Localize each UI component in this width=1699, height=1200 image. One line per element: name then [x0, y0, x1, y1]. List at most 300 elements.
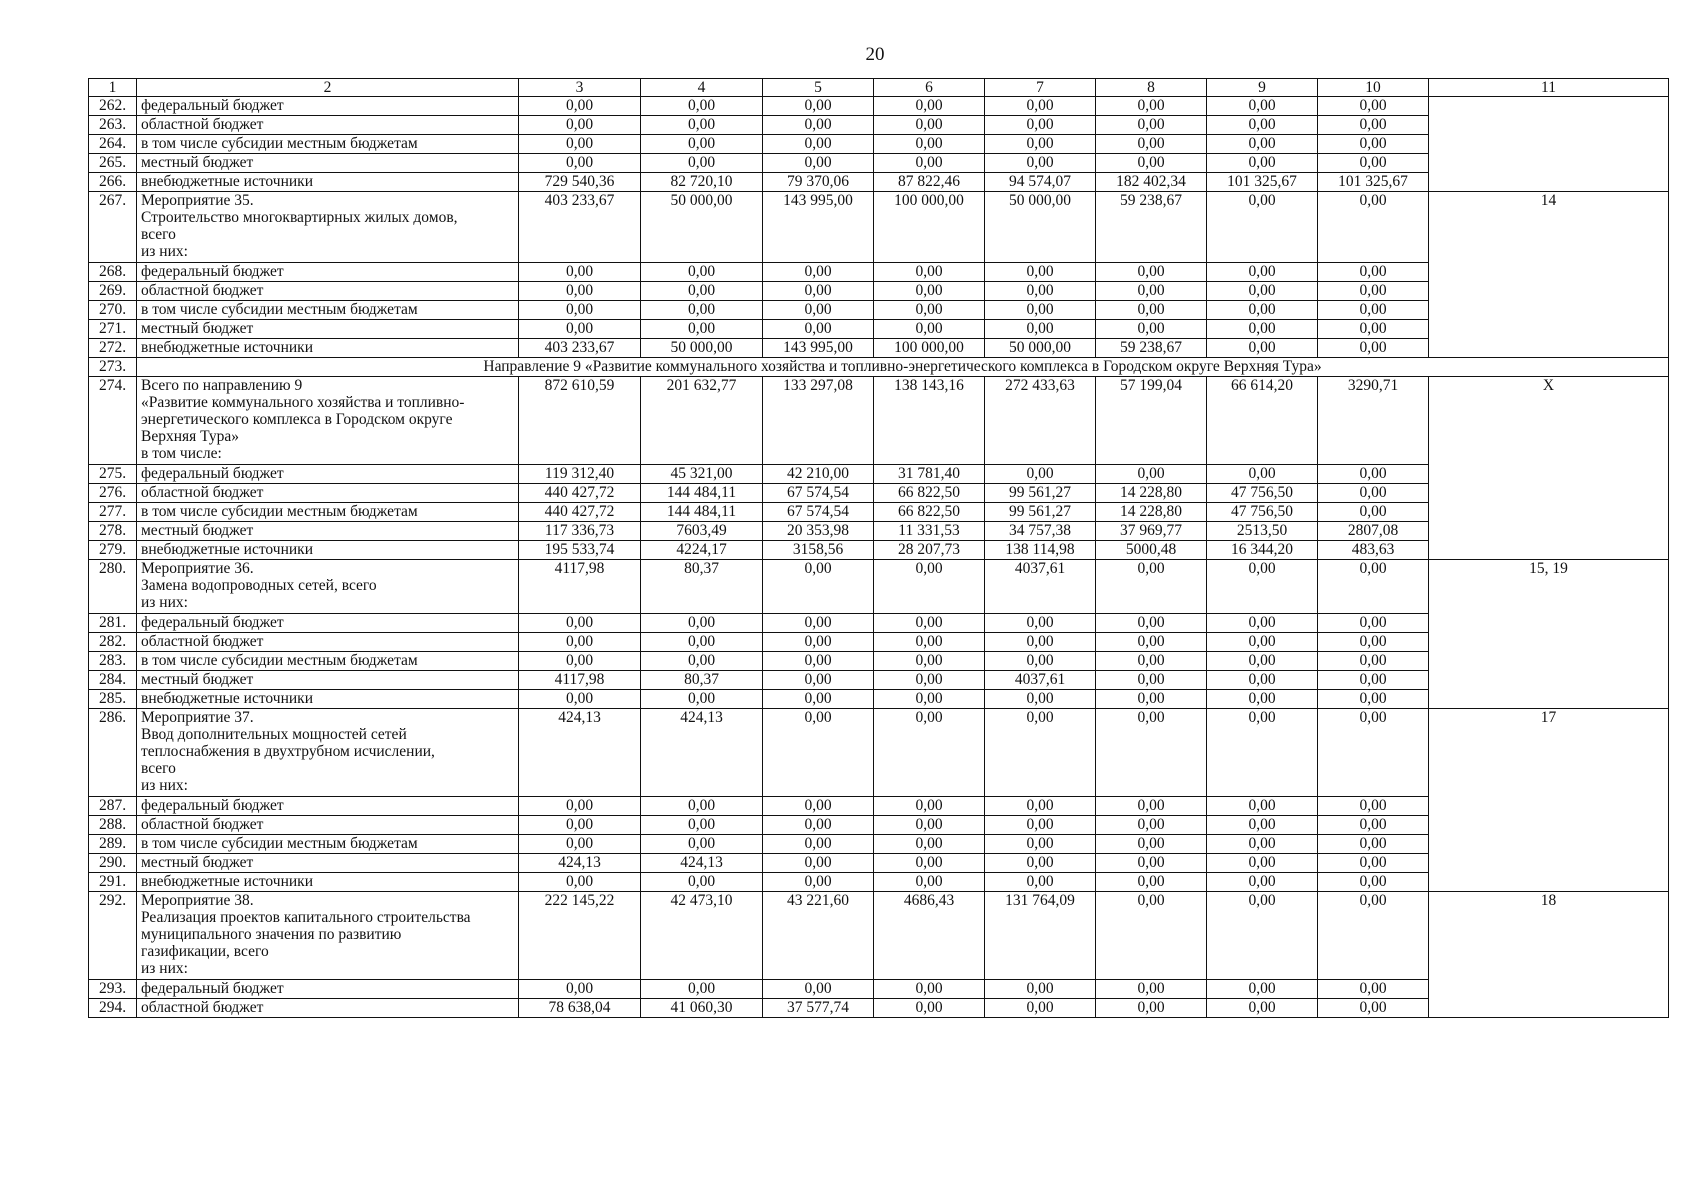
amount-cell: 0,00 [1207, 116, 1318, 135]
description-line: Мероприятие 36. [141, 560, 254, 577]
amount-cell: 67 574,54 [763, 484, 874, 503]
amount-cell: 424,13 [519, 709, 641, 797]
description-line: в том числе субсидии местным бюджетам [141, 503, 418, 520]
amount-cell: 0,00 [763, 560, 874, 614]
amount-cell: 4224,17 [641, 541, 763, 560]
row-description [137, 192, 519, 263]
row-description [137, 282, 519, 301]
description-line: муниципального значения по развитию [141, 926, 402, 943]
amount-cell: 34 757,38 [985, 522, 1096, 541]
amount-cell: 0,00 [1096, 135, 1207, 154]
row-description [137, 135, 519, 154]
description-line: всего [141, 226, 176, 243]
description-line: Мероприятие 38. [141, 892, 254, 909]
description-line: местный бюджет [141, 671, 254, 688]
amount-cell: 0,00 [1096, 671, 1207, 690]
description-line: местный бюджет [141, 154, 254, 171]
amount-cell: 0,00 [519, 301, 641, 320]
amount-cell: 0,00 [1096, 116, 1207, 135]
amount-cell: 0,00 [1207, 835, 1318, 854]
page-number: 20 [865, 44, 885, 65]
amount-cell: 0,00 [519, 116, 641, 135]
amount-cell: 31 781,40 [874, 465, 985, 484]
amount-cell: 0,00 [1207, 797, 1318, 816]
amount-cell: 0,00 [874, 652, 985, 671]
amount-cell: 0,00 [1207, 154, 1318, 173]
row-number: 266. [89, 173, 137, 192]
row-description [137, 377, 519, 465]
description-line: внебюджетные источники [141, 541, 313, 558]
row-number: 282. [89, 633, 137, 652]
amount-cell: 4686,43 [874, 892, 985, 980]
amount-cell: 0,00 [641, 116, 763, 135]
amount-cell: 0,00 [641, 154, 763, 173]
amount-cell: 0,00 [519, 614, 641, 633]
amount-cell: 0,00 [1318, 652, 1429, 671]
amount-cell: 0,00 [1096, 282, 1207, 301]
amount-cell: 0,00 [874, 301, 985, 320]
amount-cell: 0,00 [874, 116, 985, 135]
amount-cell: 0,00 [985, 465, 1096, 484]
amount-cell: 144 484,11 [641, 484, 763, 503]
amount-cell: 0,00 [1207, 301, 1318, 320]
description-line: федеральный бюджет [141, 465, 284, 482]
amount-cell: 0,00 [1096, 320, 1207, 339]
amount-cell: 0,00 [1096, 892, 1207, 980]
amount-cell: 0,00 [641, 135, 763, 154]
amount-cell: 0,00 [763, 154, 874, 173]
row-description [137, 690, 519, 709]
amount-cell: 0,00 [1318, 282, 1429, 301]
amount-cell: 0,00 [1207, 873, 1318, 892]
amount-cell: 0,00 [1207, 854, 1318, 873]
amount-cell: 3290,71 [1318, 377, 1429, 465]
amount-cell: 0,00 [874, 999, 985, 1018]
amount-cell: 440 427,72 [519, 503, 641, 522]
amount-cell: 0,00 [763, 816, 874, 835]
amount-cell: 0,00 [874, 135, 985, 154]
amount-cell: 0,00 [874, 709, 985, 797]
row-description [137, 652, 519, 671]
description-line: областной бюджет [141, 116, 264, 133]
amount-cell: 87 822,46 [874, 173, 985, 192]
table-row [89, 192, 1669, 263]
amount-cell: 0,00 [1096, 999, 1207, 1018]
amount-cell: 143 995,00 [763, 339, 874, 358]
amount-cell: 0,00 [985, 652, 1096, 671]
description-line: федеральный бюджет [141, 980, 284, 997]
row-number: 280. [89, 560, 137, 614]
column-header: 3 [519, 79, 641, 97]
amount-cell: 0,00 [763, 282, 874, 301]
row-number: 277. [89, 503, 137, 522]
amount-cell: 0,00 [874, 97, 985, 116]
amount-cell: 0,00 [874, 614, 985, 633]
amount-cell: 59 238,67 [1096, 339, 1207, 358]
description-line: в том числе субсидии местным бюджетам [141, 135, 418, 152]
amount-cell: 0,00 [519, 263, 641, 282]
amount-cell: 100 000,00 [874, 192, 985, 263]
column-header: 7 [985, 79, 1096, 97]
amount-cell: 0,00 [1207, 192, 1318, 263]
column-number-header-row [89, 79, 1669, 97]
row-number: 290. [89, 854, 137, 873]
amount-cell: 0,00 [641, 873, 763, 892]
amount-cell: 42 210,00 [763, 465, 874, 484]
amount-cell: 0,00 [1318, 339, 1429, 358]
amount-cell: 0,00 [1207, 263, 1318, 282]
amount-cell: 0,00 [1207, 339, 1318, 358]
amount-cell: 2513,50 [1207, 522, 1318, 541]
amount-cell: 45 321,00 [641, 465, 763, 484]
amount-cell: 0,00 [641, 282, 763, 301]
amount-cell: 16 344,20 [1207, 541, 1318, 560]
amount-cell: 424,13 [519, 854, 641, 873]
description-line: из них: [141, 594, 188, 611]
column-header: 6 [874, 79, 985, 97]
amount-cell: 872 610,59 [519, 377, 641, 465]
column-header: 10 [1318, 79, 1429, 97]
table-row [89, 377, 1669, 465]
column-header: 5 [763, 79, 874, 97]
amount-cell: 0,00 [763, 835, 874, 854]
description-line: из них: [141, 960, 188, 977]
row-number: 281. [89, 614, 137, 633]
amount-cell: 37 969,77 [1096, 522, 1207, 541]
amount-cell: 0,00 [874, 873, 985, 892]
row-description [137, 484, 519, 503]
amount-cell: 0,00 [985, 816, 1096, 835]
amount-cell: 50 000,00 [985, 192, 1096, 263]
amount-cell: 0,00 [641, 263, 763, 282]
amount-cell: 0,00 [1318, 301, 1429, 320]
amount-cell: 0,00 [763, 263, 874, 282]
amount-cell: 0,00 [641, 614, 763, 633]
amount-cell: 0,00 [1207, 652, 1318, 671]
amount-cell: 0,00 [1318, 854, 1429, 873]
amount-cell: 0,00 [1096, 690, 1207, 709]
amount-cell: 0,00 [985, 690, 1096, 709]
table-row [89, 560, 1669, 614]
amount-cell: 0,00 [1096, 652, 1207, 671]
description-line: Верхняя Тура» [141, 428, 239, 445]
column-header: 9 [1207, 79, 1318, 97]
column-header: 11 [1429, 79, 1669, 97]
amount-cell: 0,00 [1096, 301, 1207, 320]
amount-cell: 0,00 [763, 301, 874, 320]
amount-cell: 0,00 [1096, 709, 1207, 797]
description-line: внебюджетные источники [141, 690, 313, 707]
row-number: 285. [89, 690, 137, 709]
description-line: местный бюджет [141, 854, 254, 871]
amount-cell: 99 561,27 [985, 503, 1096, 522]
description-line: местный бюджет [141, 522, 254, 539]
row-number: 292. [89, 892, 137, 980]
amount-cell: 0,00 [1318, 263, 1429, 282]
amount-cell: 0,00 [985, 999, 1096, 1018]
table-row [89, 709, 1669, 797]
amount-cell: 272 433,63 [985, 377, 1096, 465]
amount-cell: 0,00 [985, 614, 1096, 633]
amount-cell: 0,00 [1318, 614, 1429, 633]
description-line: областной бюджет [141, 633, 264, 650]
row-description [137, 97, 519, 116]
amount-cell: 0,00 [874, 154, 985, 173]
amount-cell: 14 228,80 [1096, 484, 1207, 503]
amount-cell: 0,00 [641, 301, 763, 320]
amount-cell: 0,00 [519, 320, 641, 339]
amount-cell: 131 764,09 [985, 892, 1096, 980]
amount-cell: 0,00 [985, 633, 1096, 652]
row-description [137, 263, 519, 282]
description-line: Мероприятие 37. [141, 709, 254, 726]
amount-cell: 119 312,40 [519, 465, 641, 484]
row-description [137, 709, 519, 797]
amount-cell: 80,37 [641, 671, 763, 690]
amount-cell: 0,00 [641, 320, 763, 339]
amount-cell: 0,00 [985, 301, 1096, 320]
amount-cell: 0,00 [1207, 980, 1318, 999]
amount-cell: 50 000,00 [985, 339, 1096, 358]
amount-cell: 403 233,67 [519, 192, 641, 263]
amount-cell: 0,00 [1096, 154, 1207, 173]
amount-cell: 0,00 [985, 320, 1096, 339]
amount-cell: 0,00 [641, 690, 763, 709]
amount-cell: 0,00 [1096, 633, 1207, 652]
amount-cell: 0,00 [763, 797, 874, 816]
amount-cell: 0,00 [763, 873, 874, 892]
amount-cell: 0,00 [641, 980, 763, 999]
amount-cell: 222 145,22 [519, 892, 641, 980]
amount-cell: 0,00 [1318, 192, 1429, 263]
description-line: областной бюджет [141, 484, 264, 501]
amount-cell: 133 297,08 [763, 377, 874, 465]
amount-cell: 0,00 [763, 980, 874, 999]
amount-cell: 0,00 [985, 282, 1096, 301]
amount-cell: 483,63 [1318, 541, 1429, 560]
description-line: областной бюджет [141, 999, 264, 1016]
row-number: 278. [89, 522, 137, 541]
amount-cell: 0,00 [519, 873, 641, 892]
row-number: 269. [89, 282, 137, 301]
amount-cell: 0,00 [874, 282, 985, 301]
amount-cell: 4037,61 [985, 560, 1096, 614]
description-line: федеральный бюджет [141, 97, 284, 114]
amount-cell: 0,00 [874, 560, 985, 614]
column-header: 8 [1096, 79, 1207, 97]
column-header: 1 [89, 79, 137, 97]
amount-cell: 0,00 [985, 154, 1096, 173]
amount-cell: 0,00 [874, 633, 985, 652]
description-line: в том числе субсидии местным бюджетам [141, 652, 418, 669]
amount-cell: 47 756,50 [1207, 503, 1318, 522]
row-description [137, 116, 519, 135]
amount-cell: 5000,48 [1096, 541, 1207, 560]
row-number: 284. [89, 671, 137, 690]
row-description [137, 614, 519, 633]
amount-cell: 0,00 [1318, 671, 1429, 690]
amount-cell: 0,00 [985, 873, 1096, 892]
amount-cell: 0,00 [1207, 709, 1318, 797]
amount-cell: 0,00 [1318, 816, 1429, 835]
description-line: Всего по направлению 9 [141, 377, 303, 394]
amount-cell: 0,00 [763, 320, 874, 339]
amount-cell: 14 228,80 [1096, 503, 1207, 522]
amount-cell: 0,00 [1318, 320, 1429, 339]
row-description [137, 633, 519, 652]
amount-cell: 0,00 [519, 835, 641, 854]
amount-cell: 80,37 [641, 560, 763, 614]
amount-cell: 100 000,00 [874, 339, 985, 358]
description-line: областной бюджет [141, 816, 264, 833]
amount-cell: 57 199,04 [1096, 377, 1207, 465]
description-line: федеральный бюджет [141, 614, 284, 631]
amount-cell: 0,00 [874, 980, 985, 999]
amount-cell: 0,00 [519, 980, 641, 999]
amount-cell: 0,00 [1207, 135, 1318, 154]
row-number: 286. [89, 709, 137, 797]
amount-cell: 0,00 [1096, 980, 1207, 999]
target-indicator-cell [1429, 97, 1669, 192]
row-number: 275. [89, 465, 137, 484]
amount-cell: 7603,49 [641, 522, 763, 541]
row-description [137, 522, 519, 541]
amount-cell: 0,00 [1207, 690, 1318, 709]
amount-cell: 0,00 [985, 797, 1096, 816]
row-description [137, 999, 519, 1018]
row-description [137, 980, 519, 999]
amount-cell: 0,00 [1096, 465, 1207, 484]
description-line: в том числе: [141, 445, 222, 462]
amount-cell: 0,00 [519, 690, 641, 709]
amount-cell: 4117,98 [519, 671, 641, 690]
description-line: внебюджетные источники [141, 339, 313, 356]
row-number: 270. [89, 301, 137, 320]
amount-cell: 424,13 [641, 709, 763, 797]
description-line: энергетического комплекса в Городском округе [141, 411, 453, 428]
amount-cell: 0,00 [763, 652, 874, 671]
row-number: 272. [89, 339, 137, 358]
amount-cell: 0,00 [874, 671, 985, 690]
row-number: 262. [89, 97, 137, 116]
amount-cell: 66 822,50 [874, 484, 985, 503]
amount-cell: 0,00 [1318, 97, 1429, 116]
amount-cell: 0,00 [519, 797, 641, 816]
amount-cell: 201 632,77 [641, 377, 763, 465]
amount-cell: 0,00 [1207, 282, 1318, 301]
amount-cell: 101 325,67 [1207, 173, 1318, 192]
row-number: 274. [89, 377, 137, 465]
amount-cell: 0,00 [641, 652, 763, 671]
description-line: Мероприятие 35. [141, 192, 254, 209]
amount-cell: 50 000,00 [641, 339, 763, 358]
row-description [137, 173, 519, 192]
budget-table [88, 78, 1669, 1018]
amount-cell: 0,00 [763, 709, 874, 797]
amount-cell: 0,00 [1318, 135, 1429, 154]
row-number: 289. [89, 835, 137, 854]
description-line: федеральный бюджет [141, 797, 284, 814]
amount-cell: 0,00 [985, 116, 1096, 135]
row-description [137, 503, 519, 522]
description-line: внебюджетные источники [141, 873, 313, 890]
amount-cell: 0,00 [519, 282, 641, 301]
row-number: 283. [89, 652, 137, 671]
amount-cell: 0,00 [1318, 116, 1429, 135]
row-number: 279. [89, 541, 137, 560]
amount-cell: 0,00 [1318, 797, 1429, 816]
amount-cell: 42 473,10 [641, 892, 763, 980]
description-line: Строительство многоквартирных жилых домов, [141, 209, 458, 226]
row-description [137, 892, 519, 980]
amount-cell: 0,00 [985, 263, 1096, 282]
description-line: «Развитие коммунального хозяйства и топливно- [141, 394, 465, 411]
row-number: 265. [89, 154, 137, 173]
amount-cell: 0,00 [641, 633, 763, 652]
amount-cell: 0,00 [985, 854, 1096, 873]
amount-cell: 0,00 [1096, 854, 1207, 873]
amount-cell: 0,00 [763, 690, 874, 709]
amount-cell: 0,00 [874, 263, 985, 282]
amount-cell: 0,00 [1207, 97, 1318, 116]
amount-cell: 0,00 [1207, 671, 1318, 690]
target-indicator-cell: 14 [1429, 192, 1669, 358]
amount-cell: 0,00 [1096, 97, 1207, 116]
target-indicator-cell: Х [1429, 377, 1669, 560]
table-row [89, 358, 1669, 377]
amount-cell: 2807,08 [1318, 522, 1429, 541]
amount-cell: 0,00 [1207, 320, 1318, 339]
description-line: федеральный бюджет [141, 263, 284, 280]
row-description [137, 835, 519, 854]
amount-cell: 143 995,00 [763, 192, 874, 263]
amount-cell: 0,00 [1318, 980, 1429, 999]
amount-cell: 0,00 [1318, 690, 1429, 709]
amount-cell: 20 353,98 [763, 522, 874, 541]
amount-cell: 0,00 [874, 690, 985, 709]
amount-cell: 50 000,00 [641, 192, 763, 263]
row-number: 263. [89, 116, 137, 135]
amount-cell: 0,00 [985, 835, 1096, 854]
amount-cell: 0,00 [1318, 154, 1429, 173]
table-body [89, 79, 1669, 1018]
row-number: 276. [89, 484, 137, 503]
amount-cell: 4117,98 [519, 560, 641, 614]
amount-cell: 195 533,74 [519, 541, 641, 560]
row-description [137, 301, 519, 320]
amount-cell: 424,13 [641, 854, 763, 873]
amount-cell: 144 484,11 [641, 503, 763, 522]
amount-cell: 3158,56 [763, 541, 874, 560]
amount-cell: 0,00 [1096, 560, 1207, 614]
row-number: 291. [89, 873, 137, 892]
amount-cell: 78 638,04 [519, 999, 641, 1018]
amount-cell: 0,00 [874, 835, 985, 854]
amount-cell: 4037,61 [985, 671, 1096, 690]
row-description [137, 465, 519, 484]
description-line: областной бюджет [141, 282, 264, 299]
amount-cell: 0,00 [1096, 797, 1207, 816]
amount-cell: 182 402,34 [1096, 173, 1207, 192]
description-line: внебюджетные источники [141, 173, 313, 190]
row-number: 271. [89, 320, 137, 339]
amount-cell: 11 331,53 [874, 522, 985, 541]
amount-cell: 41 060,30 [641, 999, 763, 1018]
row-description [137, 816, 519, 835]
amount-cell: 0,00 [519, 154, 641, 173]
description-line: теплоснабжения в двухтрубном исчислении, [141, 743, 435, 760]
row-description [137, 541, 519, 560]
